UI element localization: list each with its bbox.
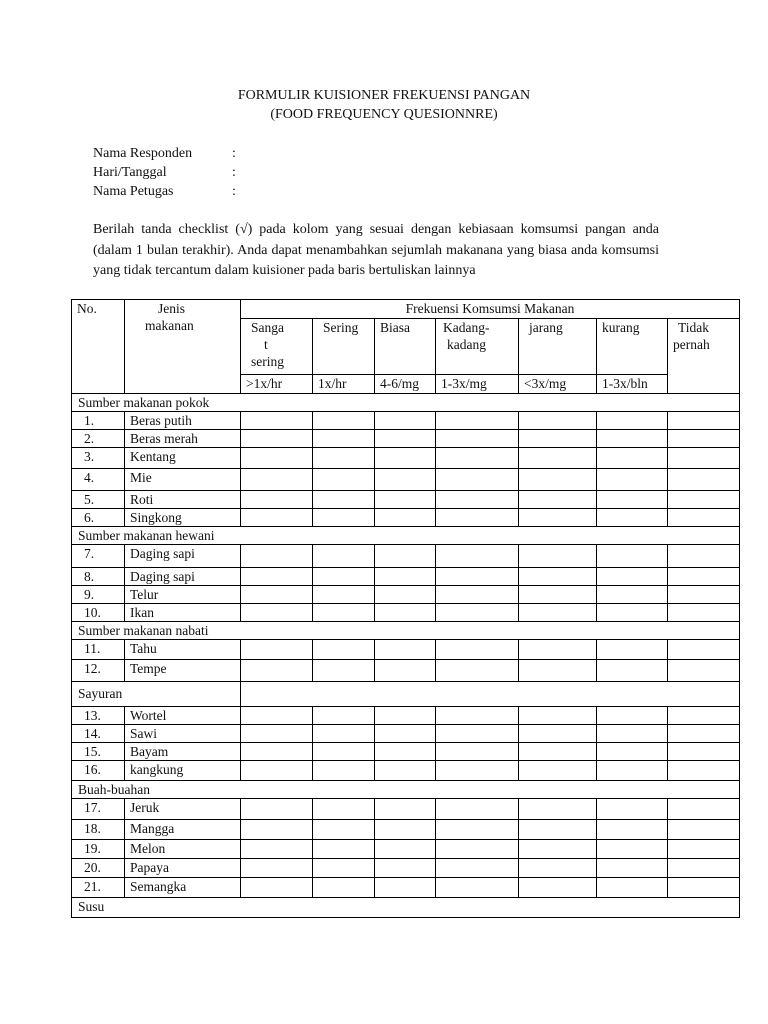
checkbox-cell[interactable] xyxy=(436,820,519,840)
checkbox-cell[interactable] xyxy=(313,430,375,448)
checkbox-cell[interactable] xyxy=(668,761,740,781)
checkbox-cell[interactable] xyxy=(597,743,668,761)
food-item-name: Bayam xyxy=(125,743,241,761)
checkbox-cell[interactable] xyxy=(313,743,375,761)
checkbox-cell[interactable] xyxy=(375,469,436,491)
checkbox-cell[interactable] xyxy=(597,448,668,469)
checkbox-cell[interactable] xyxy=(436,430,519,448)
checkbox-cell[interactable] xyxy=(313,412,375,430)
food-item-row xyxy=(72,448,740,469)
checkbox-cell[interactable] xyxy=(519,586,597,604)
checkbox-cell[interactable] xyxy=(436,707,519,725)
food-item-number: 20. xyxy=(72,859,125,878)
checkbox-cell[interactable] xyxy=(241,660,313,682)
field-label-hari-tanggal: Hari/Tanggal xyxy=(93,165,167,180)
food-item-number: 2. xyxy=(72,430,125,448)
checkbox-cell[interactable] xyxy=(668,586,740,604)
checkbox-cell[interactable] xyxy=(668,430,740,448)
checkbox-cell[interactable] xyxy=(597,640,668,660)
food-item-name: Papaya xyxy=(125,859,241,878)
checkbox-cell[interactable] xyxy=(313,761,375,781)
header-sangat-3: sering xyxy=(251,354,284,369)
food-item-number: 3. xyxy=(72,448,125,469)
header-jenis-makanan xyxy=(125,300,241,394)
food-item-row xyxy=(72,412,740,430)
checkbox-cell[interactable] xyxy=(375,799,436,820)
checkbox-cell[interactable] xyxy=(375,707,436,725)
checkbox-cell[interactable] xyxy=(519,509,597,527)
food-item-row xyxy=(72,743,740,761)
checkbox-cell[interactable] xyxy=(436,448,519,469)
field-label-nama-responden: Nama Responden xyxy=(93,146,193,161)
checkbox-cell[interactable] xyxy=(597,469,668,491)
food-item-row xyxy=(72,640,740,660)
food-item-name: Mie xyxy=(125,469,241,491)
header-frekuensi: Frekuensi Komsumsi Makanan xyxy=(241,300,740,319)
food-item-row xyxy=(72,707,740,725)
checkbox-cell[interactable] xyxy=(668,660,740,682)
food-item-number: 16. xyxy=(72,761,125,781)
food-item-name: Ikan xyxy=(125,604,241,622)
checkbox-cell[interactable] xyxy=(668,743,740,761)
checkbox-cell[interactable] xyxy=(313,448,375,469)
checkbox-cell[interactable] xyxy=(375,491,436,509)
food-item-name: Melon xyxy=(125,840,241,859)
food-item-name: Roti xyxy=(125,491,241,509)
checkbox-cell[interactable] xyxy=(241,430,313,448)
group-label: Buah-buahan xyxy=(72,781,740,799)
food-item-name: Mangga xyxy=(125,820,241,840)
checkbox-cell[interactable] xyxy=(519,707,597,725)
unit-sering: 1x/hr xyxy=(313,375,375,394)
checkbox-cell[interactable] xyxy=(519,412,597,430)
group-label: Sumber makanan nabati xyxy=(72,622,740,640)
unit-kadang: 1-3x/mg xyxy=(436,375,519,394)
checkbox-cell[interactable] xyxy=(313,568,375,586)
food-item-name: Daging sapi xyxy=(125,568,241,586)
checkbox-cell[interactable] xyxy=(313,604,375,622)
food-item-number: 4. xyxy=(72,469,125,491)
food-item-row xyxy=(72,568,740,586)
header-sering: Sering xyxy=(313,319,375,375)
checkbox-cell[interactable] xyxy=(597,859,668,878)
checkbox-cell[interactable] xyxy=(375,430,436,448)
checkbox-cell[interactable] xyxy=(597,545,668,568)
checkbox-cell[interactable] xyxy=(668,412,740,430)
checkbox-cell[interactable] xyxy=(313,545,375,568)
food-item-number: 13. xyxy=(72,707,125,725)
checkbox-cell[interactable] xyxy=(436,412,519,430)
unit-sangat-sering: >1x/hr xyxy=(241,375,313,394)
checkbox-cell[interactable] xyxy=(519,761,597,781)
checkbox-cell[interactable] xyxy=(436,660,519,682)
food-item-number: 11. xyxy=(72,640,125,660)
checkbox-cell[interactable] xyxy=(241,878,313,898)
checkbox-cell[interactable] xyxy=(668,820,740,840)
food-item-number: 1. xyxy=(72,412,125,430)
food-item-number: 21. xyxy=(72,878,125,898)
checkbox-cell[interactable] xyxy=(436,586,519,604)
header-tidak-2: pernah xyxy=(673,337,710,352)
header-makanan-label: makanan xyxy=(145,318,194,333)
checkbox-cell[interactable] xyxy=(668,491,740,509)
checkbox-cell[interactable] xyxy=(375,743,436,761)
checkbox-cell[interactable] xyxy=(436,725,519,743)
checkbox-cell[interactable] xyxy=(313,799,375,820)
checkbox-cell[interactable] xyxy=(668,707,740,725)
checkbox-cell[interactable] xyxy=(668,448,740,469)
food-item-name: kangkung xyxy=(125,761,241,781)
checkbox-cell[interactable] xyxy=(519,545,597,568)
header-kurang: kurang xyxy=(597,319,668,375)
checkbox-cell[interactable] xyxy=(241,604,313,622)
checkbox-cell[interactable] xyxy=(597,568,668,586)
header-kadang-1: Kadang- xyxy=(443,320,490,335)
checkbox-cell[interactable] xyxy=(375,509,436,527)
checkbox-cell[interactable] xyxy=(241,707,313,725)
food-item-name: Sawi xyxy=(125,725,241,743)
unit-jarang: <3x/mg xyxy=(519,375,597,394)
checkbox-cell[interactable] xyxy=(241,725,313,743)
checkbox-cell[interactable] xyxy=(519,469,597,491)
food-item-row xyxy=(72,799,740,820)
group-row xyxy=(72,781,740,799)
food-item-row xyxy=(72,660,740,682)
checkbox-cell[interactable] xyxy=(375,761,436,781)
checkbox-cell[interactable] xyxy=(436,604,519,622)
food-item-row xyxy=(72,604,740,622)
checkbox-cell[interactable] xyxy=(375,604,436,622)
checkbox-cell[interactable] xyxy=(241,491,313,509)
checkbox-cell[interactable] xyxy=(313,640,375,660)
group-label: Susu xyxy=(72,898,740,918)
checkbox-cell[interactable] xyxy=(597,509,668,527)
unit-biasa: 4-6/mg xyxy=(375,375,436,394)
checkbox-cell[interactable] xyxy=(519,725,597,743)
checkbox-cell[interactable] xyxy=(519,743,597,761)
checkbox-cell[interactable] xyxy=(668,725,740,743)
form-subtitle: (FOOD FREQUENCY QUESIONNRE) xyxy=(270,107,498,122)
food-item-name: Singkong xyxy=(125,509,241,527)
field-colon-nama-responden: : xyxy=(232,146,236,161)
checkbox-cell[interactable] xyxy=(313,509,375,527)
food-frequency-table xyxy=(71,299,740,918)
food-item-number: 7. xyxy=(72,545,125,568)
checkbox-cell[interactable] xyxy=(597,707,668,725)
checkbox-cell[interactable] xyxy=(241,840,313,859)
food-item-name: Daging sapi xyxy=(125,545,241,568)
group-row xyxy=(72,682,740,707)
header-kadang-2: kadang xyxy=(447,337,486,352)
checkbox-cell[interactable] xyxy=(436,799,519,820)
food-item-number: 9. xyxy=(72,586,125,604)
checkbox-cell[interactable] xyxy=(597,491,668,509)
checkbox-cell[interactable] xyxy=(313,820,375,840)
checkbox-cell[interactable] xyxy=(519,878,597,898)
checkbox-cell[interactable] xyxy=(519,604,597,622)
food-item-name: Wortel xyxy=(125,707,241,725)
checkbox-cell[interactable] xyxy=(668,568,740,586)
group-row xyxy=(72,898,740,918)
checkbox-cell[interactable] xyxy=(597,604,668,622)
checkbox-cell[interactable] xyxy=(436,509,519,527)
checkbox-cell[interactable] xyxy=(241,799,313,820)
checkbox-cell[interactable] xyxy=(436,878,519,898)
checkbox-cell[interactable] xyxy=(313,878,375,898)
group-row xyxy=(72,394,740,412)
checkbox-cell[interactable] xyxy=(375,412,436,430)
food-item-row xyxy=(72,586,740,604)
group-label: Sumber makanan pokok xyxy=(72,394,740,412)
checkbox-cell[interactable] xyxy=(519,448,597,469)
food-item-number: 10. xyxy=(72,604,125,622)
checkbox-cell[interactable] xyxy=(241,448,313,469)
checkbox-cell[interactable] xyxy=(241,545,313,568)
group-row xyxy=(72,527,740,545)
checkbox-cell[interactable] xyxy=(375,859,436,878)
checkbox-cell[interactable] xyxy=(375,878,436,898)
header-sangat-1: Sanga xyxy=(251,320,284,335)
food-item-row xyxy=(72,491,740,509)
group-blank-cell xyxy=(241,682,740,707)
food-item-row xyxy=(72,761,740,781)
checkbox-cell[interactable] xyxy=(313,725,375,743)
checkbox-cell[interactable] xyxy=(375,660,436,682)
food-item-number: 14. xyxy=(72,725,125,743)
checkbox-cell[interactable] xyxy=(313,707,375,725)
food-item-name: Kentang xyxy=(125,448,241,469)
checkbox-cell[interactable] xyxy=(241,640,313,660)
checkbox-cell[interactable] xyxy=(241,820,313,840)
checkbox-cell[interactable] xyxy=(519,660,597,682)
checkbox-cell[interactable] xyxy=(668,640,740,660)
food-item-name: Semangka xyxy=(125,878,241,898)
food-item-number: 12. xyxy=(72,660,125,682)
group-label: Sayuran xyxy=(72,682,241,707)
checkbox-cell[interactable] xyxy=(519,430,597,448)
checkbox-cell[interactable] xyxy=(668,469,740,491)
food-item-number: 18. xyxy=(72,820,125,840)
checkbox-cell[interactable] xyxy=(241,412,313,430)
checkbox-cell[interactable] xyxy=(519,840,597,859)
checkbox-cell[interactable] xyxy=(668,859,740,878)
checkbox-cell[interactable] xyxy=(519,820,597,840)
checkbox-cell[interactable] xyxy=(241,761,313,781)
checkbox-cell[interactable] xyxy=(436,469,519,491)
checkbox-cell[interactable] xyxy=(375,840,436,859)
food-item-name: Tahu xyxy=(125,640,241,660)
food-item-row xyxy=(72,430,740,448)
checkbox-cell[interactable] xyxy=(597,799,668,820)
checkbox-cell[interactable] xyxy=(313,491,375,509)
checkbox-cell[interactable] xyxy=(375,725,436,743)
unit-kurang: 1-3x/bln xyxy=(597,375,668,394)
food-item-number: 8. xyxy=(72,568,125,586)
checkbox-cell[interactable] xyxy=(375,586,436,604)
field-colon-nama-petugas: : xyxy=(232,184,236,199)
checkbox-cell[interactable] xyxy=(436,640,519,660)
checkbox-cell[interactable] xyxy=(436,568,519,586)
checkbox-cell[interactable] xyxy=(597,878,668,898)
checkbox-cell[interactable] xyxy=(241,859,313,878)
checkbox-cell[interactable] xyxy=(375,545,436,568)
checkbox-cell[interactable] xyxy=(597,660,668,682)
header-sangat-2: t xyxy=(264,337,268,352)
checkbox-cell[interactable] xyxy=(519,859,597,878)
checkbox-cell[interactable] xyxy=(519,568,597,586)
checkbox-cell[interactable] xyxy=(597,840,668,859)
checkbox-cell[interactable] xyxy=(241,568,313,586)
checkbox-cell[interactable] xyxy=(436,491,519,509)
checkbox-cell[interactable] xyxy=(313,859,375,878)
food-item-row xyxy=(72,878,740,898)
header-tidak-1: Tidak xyxy=(678,320,710,335)
checkbox-cell[interactable] xyxy=(597,725,668,743)
field-colon-hari-tanggal: : xyxy=(232,165,236,180)
checkbox-cell[interactable] xyxy=(241,509,313,527)
header-kadang xyxy=(436,319,519,375)
checkbox-cell[interactable] xyxy=(597,761,668,781)
checkbox-cell[interactable] xyxy=(436,761,519,781)
header-sangat-sering xyxy=(241,319,313,375)
header-jenis-label: Jenis xyxy=(158,301,185,316)
checkbox-cell[interactable] xyxy=(313,586,375,604)
instruction-paragraph: Berilah tanda checklist (√) pada kolom yang sesuai dengan kebiasaan komsumsi pangan anda (dalam 1 bulan terakhir). Anda dapat menambahkan sejumlah makanana yang biasa anda komsumsi yang tidak tercantum dalam kuisioner pada baris bertuliskan lainnya xyxy=(93,222,659,278)
group-label: Sumber makanan hewani xyxy=(72,527,740,545)
checkbox-cell[interactable] xyxy=(313,660,375,682)
header-tidak-pernah xyxy=(668,319,740,394)
checkbox-cell[interactable] xyxy=(436,743,519,761)
checkbox-cell[interactable] xyxy=(668,604,740,622)
food-item-number: 6. xyxy=(72,509,125,527)
checkbox-cell[interactable] xyxy=(436,545,519,568)
checkbox-cell[interactable] xyxy=(519,799,597,820)
food-item-row xyxy=(72,545,740,568)
checkbox-cell[interactable] xyxy=(436,859,519,878)
field-label-nama-petugas: Nama Petugas xyxy=(93,184,174,199)
checkbox-cell[interactable] xyxy=(597,430,668,448)
food-item-row xyxy=(72,509,740,527)
food-item-row xyxy=(72,840,740,859)
checkbox-cell[interactable] xyxy=(313,840,375,859)
food-item-name: Beras merah xyxy=(125,430,241,448)
food-item-row xyxy=(72,820,740,840)
checkbox-cell[interactable] xyxy=(375,448,436,469)
checkbox-cell[interactable] xyxy=(436,840,519,859)
food-item-name: Jeruk xyxy=(125,799,241,820)
group-row xyxy=(72,622,740,640)
checkbox-cell[interactable] xyxy=(597,820,668,840)
food-item-number: 5. xyxy=(72,491,125,509)
checkbox-cell[interactable] xyxy=(668,878,740,898)
checkbox-cell[interactable] xyxy=(668,509,740,527)
food-item-row xyxy=(72,725,740,743)
food-item-number: 17. xyxy=(72,799,125,820)
header-jarang: jarang xyxy=(519,319,597,375)
header-biasa: Biasa xyxy=(375,319,436,375)
food-item-name: Telur xyxy=(125,586,241,604)
checkbox-cell[interactable] xyxy=(597,586,668,604)
checkbox-cell[interactable] xyxy=(241,469,313,491)
checkbox-cell[interactable] xyxy=(375,640,436,660)
food-item-name: Tempe xyxy=(125,660,241,682)
checkbox-cell[interactable] xyxy=(375,820,436,840)
checkbox-cell[interactable] xyxy=(519,640,597,660)
checkbox-cell[interactable] xyxy=(668,545,740,568)
checkbox-cell[interactable] xyxy=(241,586,313,604)
table-header-row xyxy=(72,300,740,319)
header-no: No. xyxy=(72,300,125,394)
food-item-row xyxy=(72,469,740,491)
checkbox-cell[interactable] xyxy=(668,840,740,859)
checkbox-cell[interactable] xyxy=(597,412,668,430)
checkbox-cell[interactable] xyxy=(313,469,375,491)
food-item-number: 15. xyxy=(72,743,125,761)
checkbox-cell[interactable] xyxy=(375,568,436,586)
form-title: FORMULIR KUISIONER FREKUENSI PANGAN xyxy=(237,88,531,103)
food-item-number: 19. xyxy=(72,840,125,859)
checkbox-cell[interactable] xyxy=(241,743,313,761)
checkbox-cell[interactable] xyxy=(668,799,740,820)
food-item-name: Beras putih xyxy=(125,412,241,430)
food-item-row xyxy=(72,859,740,878)
checkbox-cell[interactable] xyxy=(519,491,597,509)
